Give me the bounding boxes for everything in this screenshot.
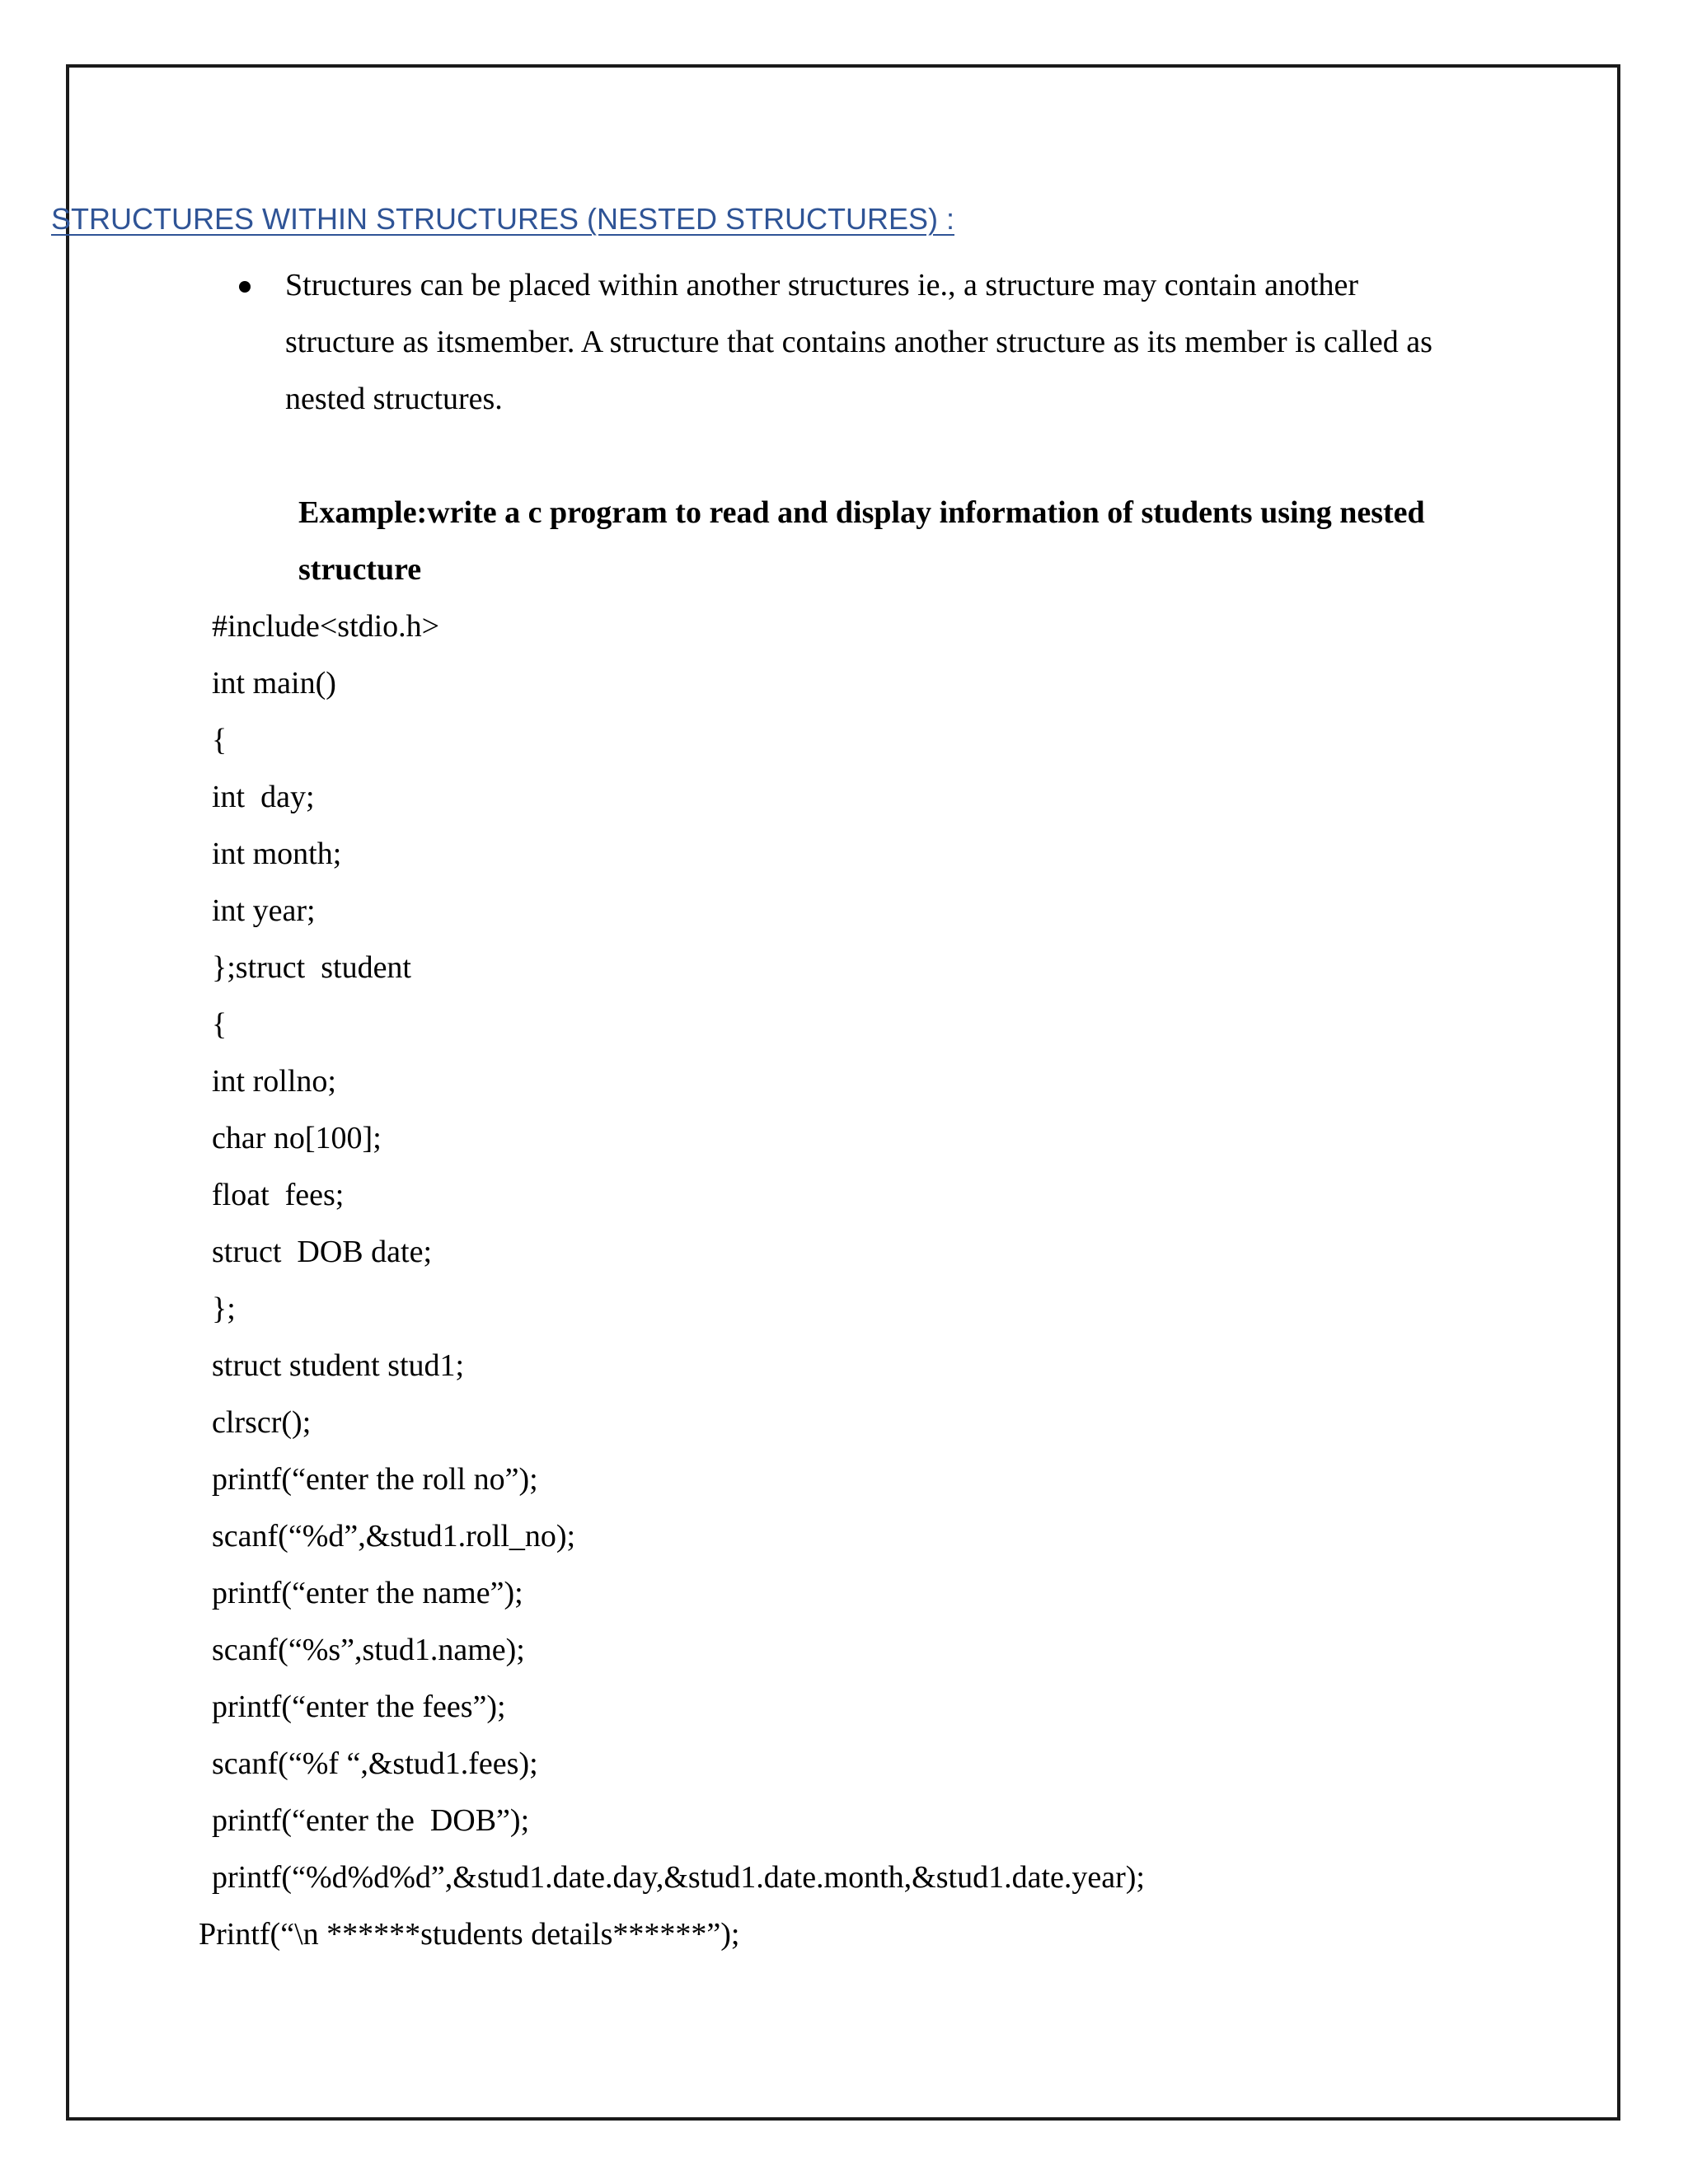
code-line: printf(“enter the fees”); xyxy=(212,1690,506,1724)
code-line: printf(“enter the name”); xyxy=(212,1576,523,1610)
example-heading: Example:write a c program to read and display information of students using nested structure xyxy=(298,495,1425,587)
code-line: printf(“enter the roll no”); xyxy=(212,1462,538,1497)
code-line: scanf(“%f “,&stud1.fees); xyxy=(212,1746,538,1781)
code-line: struct DOB date; xyxy=(212,1235,433,1269)
code-line: int year; xyxy=(212,893,316,928)
code-line: char no[100]; xyxy=(212,1121,382,1155)
code-line: int day; xyxy=(212,780,315,814)
code-line: printf(“%d%d%d”,&stud1.date.day,&stud1.date.month,&stud1.date.year); xyxy=(212,1860,1145,1895)
code-line: scanf(“%d”,&stud1.roll_no); xyxy=(212,1519,576,1554)
section-heading: STRUCTURES WITHIN STRUCTURES (NESTED STRUCTURES) : xyxy=(51,202,954,236)
code-line: clrscr(); xyxy=(212,1405,312,1440)
code-line: printf(“enter the DOB”); xyxy=(212,1803,530,1838)
code-listing xyxy=(199,598,1145,1963)
code-line: int rollno; xyxy=(212,1064,336,1099)
code-line: int main() xyxy=(212,666,336,701)
code-line: };struct student xyxy=(212,950,411,985)
code-line: struct student stud1; xyxy=(212,1348,465,1383)
code-line: { xyxy=(212,1007,227,1042)
code-line: Printf(“\n ******students details******”); xyxy=(199,1917,740,1952)
code-line: { xyxy=(212,723,227,757)
code-line: #include<stdio.h> xyxy=(212,609,440,644)
code-line: int month; xyxy=(212,837,342,871)
code-line: }; xyxy=(212,1291,236,1326)
code-line: float fees; xyxy=(212,1178,345,1212)
code-line: scanf(“%s”,stud1.name); xyxy=(212,1633,525,1667)
bullet-icon xyxy=(239,281,251,293)
bullet-list xyxy=(232,257,1444,428)
bullet-paragraph: Structures can be placed within another structures ie., a structure may contain another structure as itsmember. A structure that contains another structure as its member is called as nested structures. xyxy=(285,268,1432,416)
